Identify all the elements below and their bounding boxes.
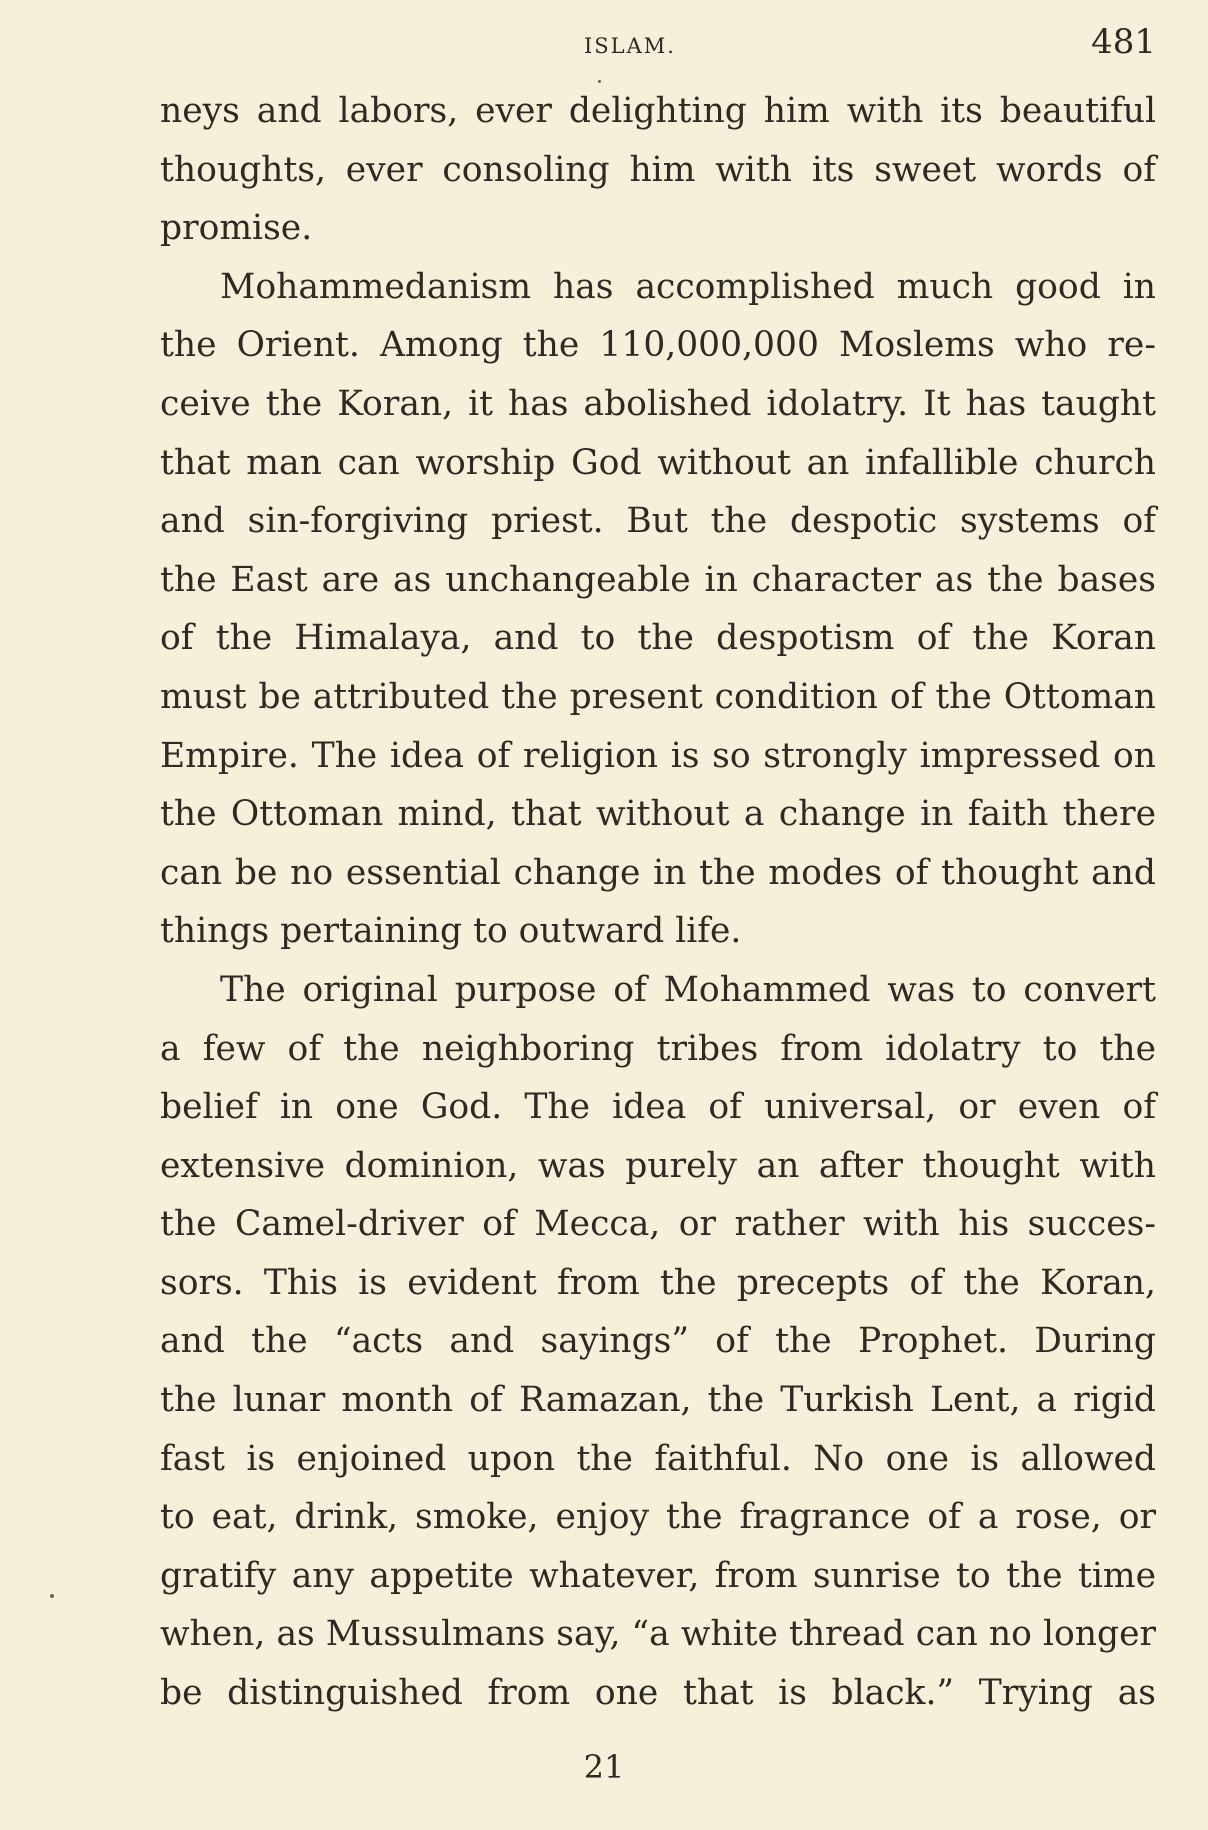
body-text [160, 82, 1156, 1723]
text-line: gratify any appetite whatever, from sunrise to the time [160, 1555, 1156, 1596]
text-line: of the Himalaya, and to the despotism of the Koran [160, 618, 1156, 659]
text-line: the East are as unchangeable in character as the bases [160, 559, 1156, 600]
text-line: and sin-forgiving priest. But the despotic systems of [160, 501, 1156, 542]
running-head [0, 22, 1208, 82]
text-line: that man can worship God without an infallible church [160, 442, 1156, 483]
text-line: sors. This is evident from the precepts of the Koran, [160, 1262, 1156, 1303]
signature-mark: 21 [583, 1748, 625, 1786]
text-line: The original purpose of Mohammed was to convert [220, 969, 1156, 1010]
text-line: Mohammedanism has accomplished much good in [220, 266, 1156, 307]
text-line: belief in one God. The idea of universal, or even of [160, 1087, 1156, 1128]
page-number: 481 [1091, 22, 1156, 62]
text-line: must be attributed the present condition of the Ottoman [160, 676, 1156, 717]
text-line: fast is enjoined upon the faithful. No one is allowed [160, 1438, 1156, 1479]
text-line: be distinguished from one that is black.” Trying as [160, 1673, 1156, 1714]
text-line: to eat, drink, smoke, enjoy the fragrance of a rose, or [160, 1497, 1156, 1538]
text-line: can be no essential change in the modes of thought and [160, 852, 1156, 893]
text-line: Empire. The idea of religion is so strongly impressed on [160, 735, 1156, 776]
text-line: the Camel-driver of Mecca, or rather with his succes- [160, 1204, 1156, 1245]
text-line: a few of the neighboring tribes from idolatry to the [160, 1028, 1156, 1069]
text-line: thoughts, ever consoling him with its sweet words of [160, 149, 1156, 190]
margin-dot [50, 1594, 54, 1598]
text-line: extensive dominion, was purely an after thought with [160, 1145, 1156, 1186]
text-line: promise. [160, 208, 313, 249]
text-line: the Orient. Among the 110,000,000 Moslems who re- [160, 325, 1156, 366]
text-line: the Ottoman mind, that without a change in faith there [160, 794, 1156, 835]
text-line: and the “acts and sayings” of the Prophet. During [160, 1321, 1156, 1362]
text-line: when, as Mussulmans say, “a white thread can no longer [160, 1614, 1156, 1655]
text-line: neys and labors, ever delighting him with its beautiful [160, 91, 1156, 131]
text-line: things pertaining to outward life. [160, 911, 742, 952]
running-title: ISLAM. [584, 34, 676, 58]
margin-dot [598, 80, 601, 83]
text-line: the lunar month of Ramazan, the Turkish Lent, a rigid [160, 1380, 1156, 1421]
text-line: ceive the Koran, it has abolished idolatry. It has taught [160, 383, 1156, 424]
